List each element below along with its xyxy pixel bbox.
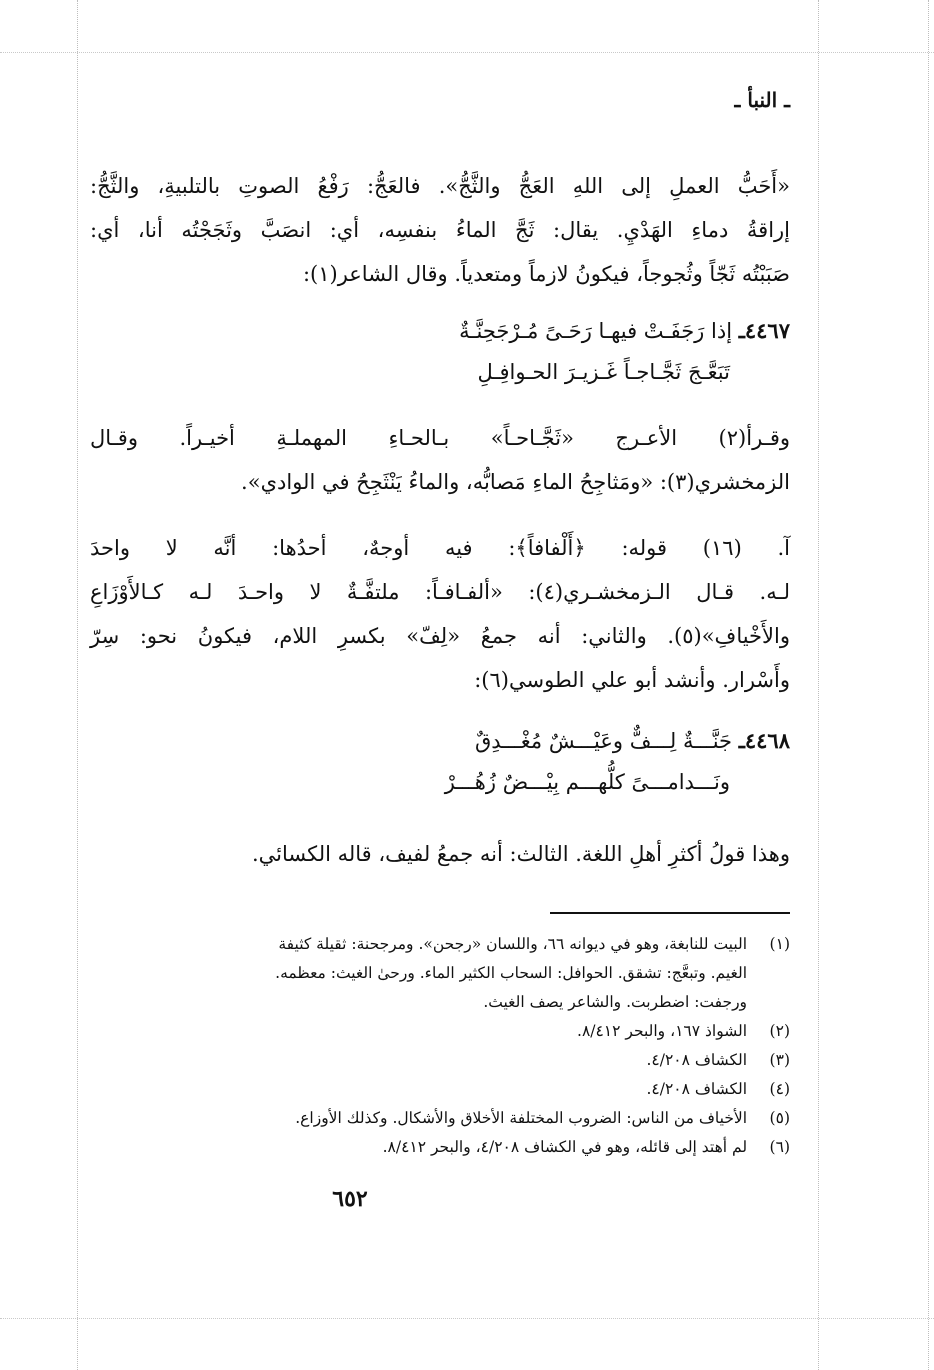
text-line: وهذا قولُ أكثرِ أهلِ اللغة. الثالث: أنه جمعُ لفيف، قاله الكسائي. [251,842,790,866]
bottom-guide [0,1318,934,1319]
footnote-text: الشواذ ١٦٧، والبحر ٨/٤١٢. [577,1022,748,1040]
footnote-1-cont [90,959,790,988]
footnote-number: (٤) [769,1080,790,1098]
footnote-text: ورجفت: اضطربت. والشاعر يصف الغيث. [483,993,748,1011]
footnote-3 [90,1046,790,1075]
text-line: صَبَبْتُه ثَجّاً وثُجوجاً، فيكونُ لازماً ومتعدياً. وقال الشاعر(١): [302,262,790,286]
text-line: «أَحَبُّ العملِ إلى اللهِ العَجُّ والثَّجُّ». فالعَجُّ: رَفْعُ الصوتِ بالتلبيةِ، والثَّجُّ: [90,174,790,198]
footnote-text: الغيم. وتبعَّج: تشقق. الحوافل: السحاب الكثير الماء. ورحىٰ الغيث: معظمه. [275,964,748,982]
verse-hemistich: إذا رَجَفَـتْ فيهـا رَحَـىً مُـرْجَحِنَّـةٌ [459,319,733,343]
footnote-text: الأخياف من الناس: الضروب المختلفة الأخلاق والأشكال. وكذلك الأوزاع. [295,1109,748,1127]
text-line: وأَسْرار. وأنشد أبو علي الطوسي(٦): [474,668,790,692]
footnote-4 [90,1075,790,1104]
margin-guide-right [818,0,819,1370]
paragraph-4 [90,832,790,876]
footnote-1 [90,930,790,959]
footnote-1-cont [90,988,790,1017]
running-header: ـ النبأ ـ [734,88,790,112]
margin-guide-left [77,0,78,1370]
footnotes [90,930,790,1162]
footnote-text: لم أهتد إلى قائله، وهو في الكشاف ٤/٢٠٨، والبحر ٨/٤١٢. [382,1138,748,1156]
page-edge-guide [928,0,929,1370]
footnote-text: الكشاف ٤/٢٠٨. [646,1080,748,1098]
footnote-text: الكشاف ٤/٢٠٨. [646,1051,748,1069]
verse-4467-line-2 [477,360,730,384]
paragraph-2 [90,416,790,504]
verse-number: ٤٤٦٨ـ [738,728,790,753]
paragraph-3 [90,526,790,702]
top-guide [0,52,934,53]
footnote-number: (٢) [769,1022,790,1040]
footnote-2 [90,1017,790,1046]
paragraph-1 [90,164,790,296]
page-number: ٦٥٢ [332,1186,368,1212]
verse-number: ٤٤٦٧ـ [738,318,790,343]
verse-4468-line-2 [445,770,730,794]
footnote-number: (٥) [769,1109,790,1127]
footnote-text: البيت للنابغة، وهو في ديوانه ٦٦، واللسان «رجحن». ومرجحنة: ثقيلة كثيفة [278,935,748,953]
text-line: الزمخشري(٣): «ومَثاجِحُ الماءِ مَصابُّه، والماءُ يَنْثَجِحُ في الوادي». [241,470,790,494]
verse-4468-line-1 [475,728,790,753]
text-line: إراقةُ دماءِ الهَدْيِ. يقال: ثَجَّ الماءُ بنفسِه، أي: انصَبَّ وثَجَجْتُه أنا، أي: [90,218,790,242]
text-line: آ. (١٦) قوله: ﴿أَلْفافاً﴾: فيه أوجهٌ، أحدُها: أنَّه لا واحدَ [90,536,791,560]
footnote-number: (١) [769,935,790,953]
text-line: والأَخْيافِ»(٥). والثاني: أنه جمعُ «لِفّ» بكسرِ اللام، فيكونُ نحو: سِرّ [90,624,790,648]
verse-hemistich: ونَـــدامـــىً كلُّهـــم بِيْـــضٌ زُهُـــرْ [444,770,730,794]
text-line: وقـرأ(٢) الأعـرج «ثَجَّـاحـاً» بـالحـاءِ المهملـةِ أخيـراً. وقـال [90,426,790,450]
book-page [90,80,790,1300]
verse-hemistich: تَبَعَّـجَ ثَجَّـاجـاً غَـزيـرَ الحـوافِـلِ [477,360,730,384]
text-line: لـه. قـال الـزمخشـري(٤): «ألفـافـاً: ملتفَّـةٌ لا واحـدَ لـه كـالأَوْزَاعِ [90,580,790,604]
footnote-number: (٣) [769,1051,790,1069]
footnote-6 [90,1133,790,1162]
footnote-5 [90,1104,790,1133]
footnote-number: (٦) [769,1138,790,1156]
verse-4467-line-1 [459,318,790,343]
footnote-separator [550,912,790,914]
verse-hemistich: جَنَّـــةٌ لِـــفٌّ وعَيْـــشٌ مُغْـــدِقٌ [474,729,733,753]
